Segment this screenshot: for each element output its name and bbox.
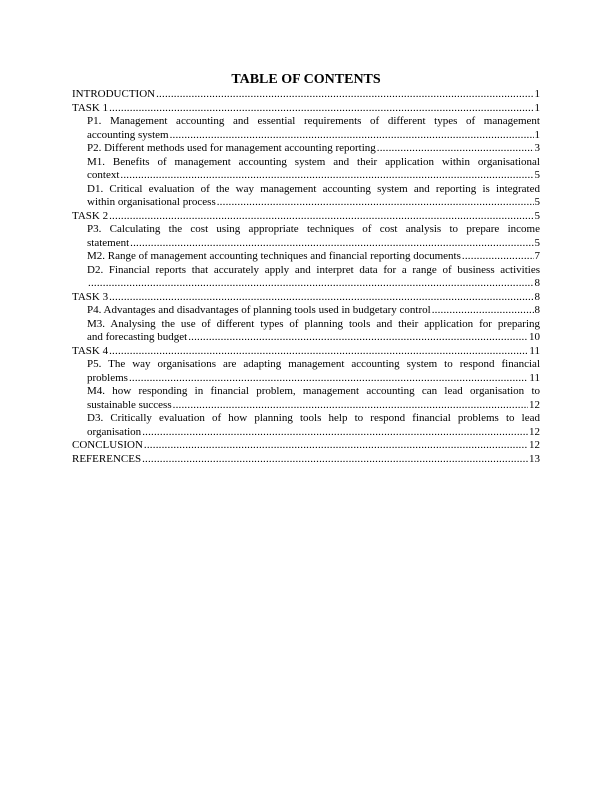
dot-leader xyxy=(120,169,533,183)
toc-title: TABLE OF CONTENTS xyxy=(231,72,381,87)
toc-entry-m2[interactable] xyxy=(72,250,540,264)
toc-page-number: 8 xyxy=(534,304,540,316)
dot-leader xyxy=(109,345,528,359)
toc-entry-m4[interactable] xyxy=(72,385,540,412)
toc-entry-m3[interactable] xyxy=(72,318,540,345)
toc-entry-p3[interactable] xyxy=(72,223,540,250)
toc-page-number: 11 xyxy=(529,371,540,384)
dot-leader xyxy=(377,142,534,156)
toc-entry-label: TASK 2 xyxy=(72,209,109,222)
toc-entry-task-1[interactable] xyxy=(72,102,540,116)
toc-entry-task-2[interactable] xyxy=(72,210,540,224)
dot-leader xyxy=(109,291,533,305)
toc-page-number: 13 xyxy=(529,452,540,465)
toc-entry-label: TASK 3 xyxy=(72,290,109,303)
toc-entry-label: accounting system xyxy=(87,128,169,141)
toc-page-number: 5 xyxy=(534,209,540,222)
toc-entry-p2[interactable] xyxy=(72,142,540,156)
toc-page-number: 10 xyxy=(529,331,540,343)
toc-entry-label: P2. Different methods used for management accounting reporting xyxy=(87,142,376,154)
toc-entry-label: TASK 1 xyxy=(72,101,109,114)
toc-page-number: 3 xyxy=(534,142,540,154)
toc-entry-introduction[interactable] xyxy=(72,88,540,102)
toc-entry-label-line1: M3. Analysing the use of different types of planning tools and their application for preparing xyxy=(87,317,540,330)
toc-entry-label-line1: P5. The way organisations are adapting management accounting system to respond financial xyxy=(87,358,540,370)
toc-entry-m1[interactable] xyxy=(72,156,540,183)
toc-page-number: 11 xyxy=(529,344,540,357)
toc-entry-label: problems xyxy=(87,371,128,384)
toc-entry-label: within organisational process xyxy=(87,196,216,208)
toc-entry-label-line1: M4. how responding in financial problem, management accounting can lead organisation to xyxy=(87,385,540,397)
toc-entry-task-4[interactable] xyxy=(72,345,540,359)
toc-entry-references[interactable] xyxy=(72,453,540,467)
toc-entry-label: sustainable success xyxy=(87,398,172,411)
toc-page-number: 1 xyxy=(534,88,540,100)
toc-entry-p1[interactable] xyxy=(72,115,540,142)
toc-page-number: 12 xyxy=(529,439,540,451)
dot-leader xyxy=(142,453,528,467)
toc-entry-label: INTRODUCTION xyxy=(72,88,156,100)
dot-leader xyxy=(173,399,528,413)
dot-leader xyxy=(109,210,533,224)
dot-leader xyxy=(170,129,534,143)
toc-entry-label-line1: M1. Benefits of management accounting system and their application within organisational xyxy=(87,155,540,168)
toc-page-number: 1 xyxy=(534,128,540,141)
toc-entry-label-line1: P3. Calculating the cost using appropriate techniques of cost analysis to prepare income xyxy=(87,223,540,235)
toc-entry-p5[interactable] xyxy=(72,358,540,385)
toc-entry-label: statement xyxy=(87,236,130,249)
toc-entry-label: M2. Range of management accounting techniques and financial reporting documents xyxy=(87,250,461,262)
toc-page-number: 5 xyxy=(534,196,540,208)
toc-page-number: 5 xyxy=(534,169,540,181)
dot-leader xyxy=(142,426,528,440)
toc-entry-label: TASK 4 xyxy=(72,344,109,357)
toc-entry-label: organisation xyxy=(87,425,142,438)
toc-page-number: 5 xyxy=(534,236,540,249)
dot-leader xyxy=(88,277,534,291)
dot-leader xyxy=(129,372,528,386)
toc-entry-d1[interactable] xyxy=(72,183,540,210)
toc-entry-label: REFERENCES xyxy=(72,452,142,465)
dot-leader xyxy=(217,196,534,210)
dot-leader xyxy=(130,237,533,251)
toc-entry-label: context xyxy=(87,169,120,181)
toc-entry-task-3[interactable] xyxy=(72,291,540,305)
toc-entry-label-line1: P1. Management accounting and essential requirements of different types of management xyxy=(87,115,540,127)
toc-page-number: 12 xyxy=(529,398,540,411)
toc-entry-label: P4. Advantages and disadvantages of planning tools used in budgetary control xyxy=(87,304,431,316)
dot-leader xyxy=(109,102,533,116)
toc-entry-label: CONCLUSION xyxy=(72,439,143,451)
table-of-contents xyxy=(72,88,540,466)
dot-leader xyxy=(188,331,528,345)
dot-leader xyxy=(462,250,534,264)
toc-page-number: 8 xyxy=(534,277,540,289)
toc-entry-label: and forecasting budget xyxy=(87,331,188,343)
toc-entry-d3[interactable] xyxy=(72,412,540,439)
dot-leader xyxy=(432,304,534,318)
toc-entry-label-line1: D2. Financial reports that accurately apply and interpret data for a range of business activities xyxy=(87,263,540,276)
toc-entry-d2[interactable] xyxy=(72,264,540,291)
toc-page-number: 12 xyxy=(529,425,540,438)
toc-entry-label-line1: D1. Critical evaluation of the way management accounting system and reporting is integrated xyxy=(87,182,540,195)
toc-entry-conclusion[interactable] xyxy=(72,439,540,453)
dot-leader xyxy=(144,439,528,453)
toc-entry-p4[interactable] xyxy=(72,304,540,318)
dot-leader xyxy=(156,88,533,102)
toc-page-number: 7 xyxy=(534,250,540,262)
toc-page-number: 1 xyxy=(534,101,540,114)
toc-entry-label-line1: D3. Critically evaluation of how planning tools help to respond financial problems to lead xyxy=(87,412,540,424)
toc-page-number: 8 xyxy=(534,290,540,303)
